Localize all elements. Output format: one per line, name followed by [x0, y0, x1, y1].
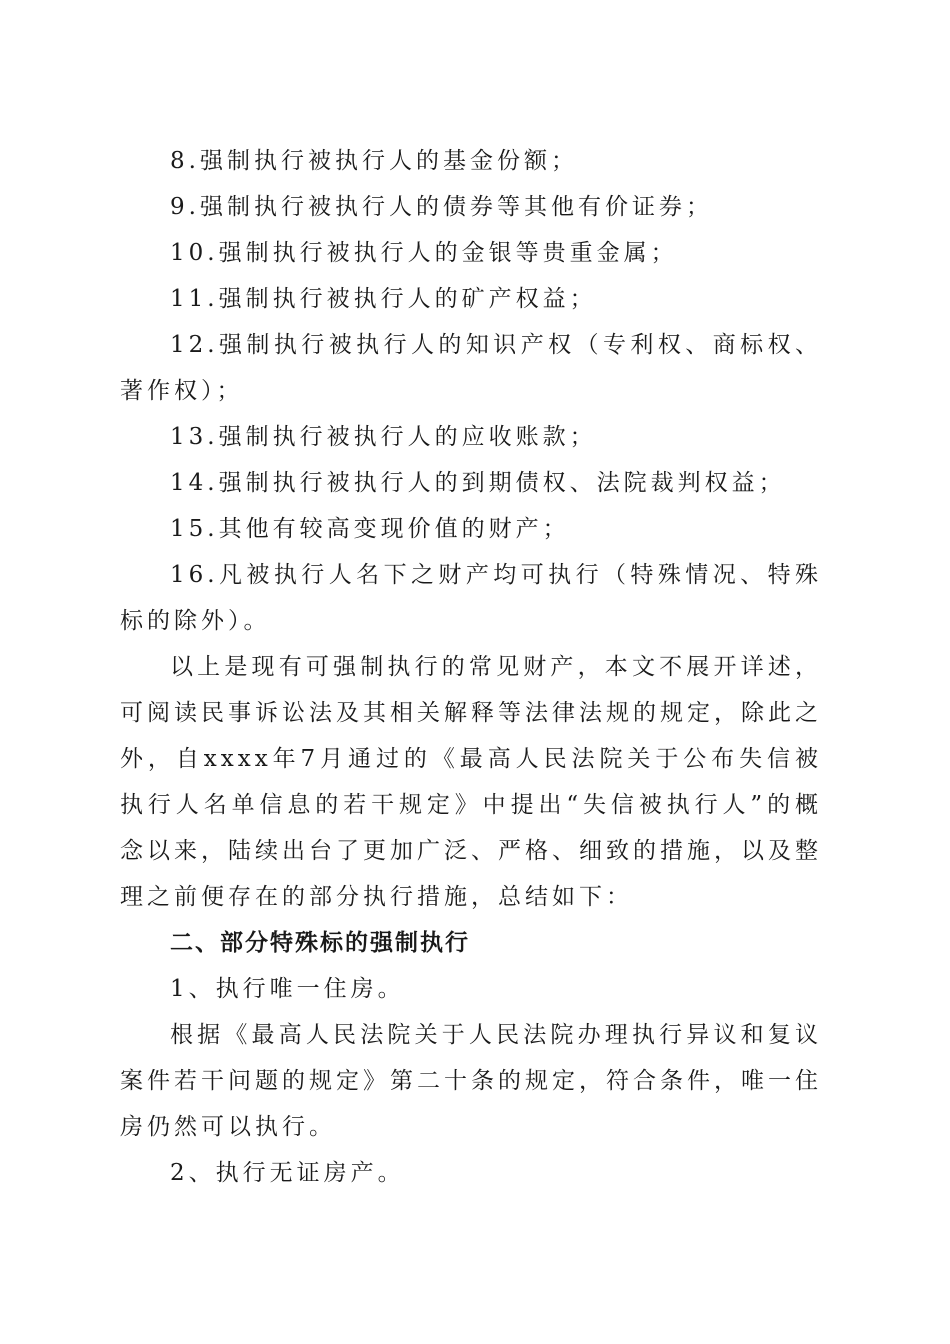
list-item-mineral-rights: 11.强制执行被执行人的矿产权益；	[170, 286, 597, 312]
list-item-fund-shares: 8.强制执行被执行人的基金份额；	[170, 148, 578, 174]
list-item-bonds: 9.强制执行被执行人的债券等其他有价证券；	[170, 194, 713, 220]
document-page	[120, 138, 822, 1196]
subheading-unlicensed-property: 2、执行无证房产。	[170, 1160, 405, 1186]
list-item-matured-claims: 14.强制执行被执行人的到期债权、法院裁判权益；	[170, 470, 786, 496]
list-item-all-property: 16.凡被执行人名下之财产均可执行（特殊情况、特殊标的除外）。	[120, 562, 822, 634]
subheading-only-residence: 1、执行唯一住房。	[170, 976, 405, 1002]
residence-rule-paragraph: 根据《最高人民法院关于人民法院办理执行异议和复议案件若干问题的规定》第二十条的规定，符合条件，唯一住房仍然可以执行。	[120, 1022, 822, 1140]
list-item-precious-metals: 10.强制执行被执行人的金银等贵重金属；	[170, 240, 678, 266]
summary-paragraph: 以上是现有可强制执行的常见财产，本文不展开详述，可阅读民事诉讼法及其相关解释等法律法规的规定，除此之外，自xxxx年7月通过的《最高人民法院关于公布失信被执行人名单信息的若干规定》中提出“失信被执行人”的概念以来，陆续出台了更加广泛、严格、细致的措施，以及整理之前便存在的部分执行措施，总结如下：	[120, 654, 822, 910]
list-item-intellectual-property: 12.强制执行被执行人的知识产权（专利权、商标权、著作权）；	[120, 332, 822, 404]
list-item-other-property: 15.其他有较高变现价值的财产；	[170, 516, 570, 542]
section-heading: 二、部分特殊标的强制执行	[170, 930, 470, 956]
list-item-receivables: 13.强制执行被执行人的应收账款；	[170, 424, 597, 450]
